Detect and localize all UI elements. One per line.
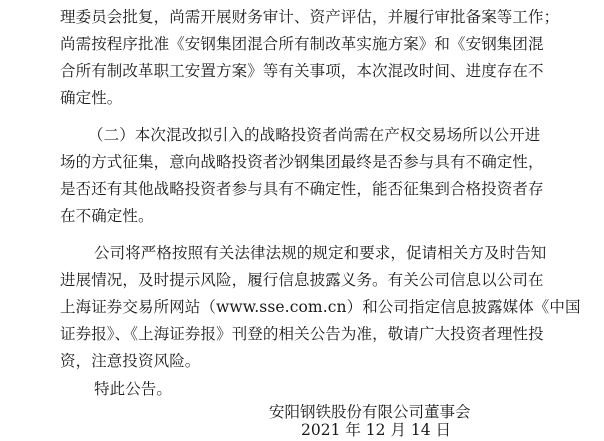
paragraph-3-line-3: 上海证券交易所网站（www.sse.com.cn）和公司指定信息披露媒体《中国	[60, 298, 581, 316]
paragraph-3-line-5: 资，注意投资风险。	[60, 352, 201, 370]
signature-date: 2021 年 12 月 14 日	[301, 421, 452, 439]
paragraph-1-line-2: 尚需按程序批准《安钢集团混合所有制改革实施方案》和《安钢集团混	[60, 35, 544, 53]
paragraph-3-line-4: 证券报》、《上海证券报》刊登的相关公告为准，敬请广大投资者理性投	[60, 325, 544, 343]
signature-organization: 安阳钢铁股份有限公司董事会	[269, 403, 471, 421]
paragraph-2-line-2: 场的方式征集，意向战略投资者沙钢集团最终是否参与具有不确定性，	[60, 153, 544, 171]
paragraph-2-line-4: 在不确定性。	[60, 207, 154, 225]
closing-statement: 特此公告。	[94, 380, 173, 398]
paragraph-1-line-1: 理委员会批复，尚需开展财务审计、资产评估，并履行审批备案等工作；	[60, 8, 560, 26]
paragraph-1-line-3: 合所有制改革职工安置方案》等有关事项，本次混改时间、进度存在不	[60, 62, 544, 80]
paragraph-2-line-3: 是否还有其他战略投资者参与具有不确定性，能否征集到合格投资者存	[60, 180, 544, 198]
paragraph-2-line-1: （二）本次混改拟引入的战略投资者尚需在产权交易场所以公开进	[88, 126, 541, 144]
paragraph-1-line-4: 确定性。	[60, 89, 123, 107]
paragraph-3-line-2: 进展情况，及时提示风险，履行信息披露义务。有关公司信息以公司在	[60, 271, 544, 289]
paragraph-3-line-1: 公司将严格按照有关法律法规的规定和要求，促请相关方及时告知	[94, 244, 547, 262]
